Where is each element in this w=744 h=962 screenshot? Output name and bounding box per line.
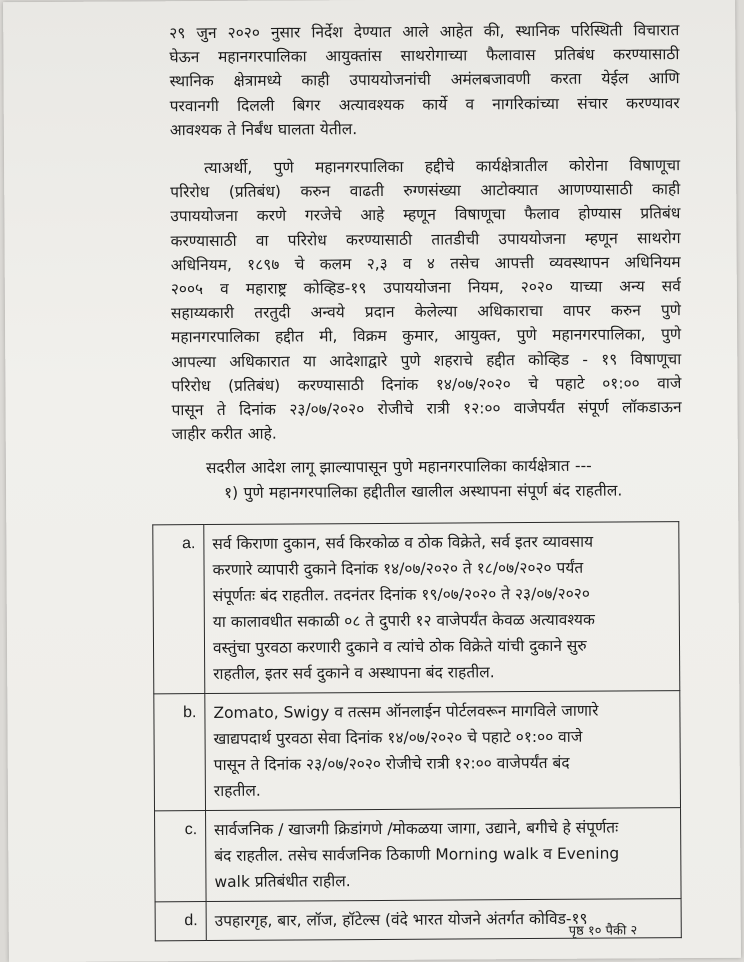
- row-text: [205, 691, 681, 811]
- text-line: पासून ते दिनांक २३/०७/२०२० रोजीचे रात्री १२:०० वाजेपर्यंत बंद: [213, 753, 570, 774]
- table-row: [155, 808, 682, 902]
- text-line: पासून ते दिनांक २३/०७/२०२० रोजीचे रात्री १२:०० वाजेपर्यंत संपूर्ण लॉकडाऊन: [171, 398, 682, 420]
- text-line: करणारे व्यापारी दुकाने दिनांक १४/०७/२०२० ते १८/०७/२०२० पर्यंत: [212, 558, 584, 579]
- text-line: परवानगी दिलली बिगर अत्यावश्यक कार्ये व नागरिकांच्या संचार करण्यावर: [169, 93, 680, 115]
- text-line: संपूर्णतः बंद राहतील. तदनंतर दिनांक १९/०७/२०२० ते २३/०७/२०२०: [212, 584, 590, 605]
- text-line: या कालावधीत सकाळी ०८ ते दुपारी १२ वाजेपर्यंत केवळ अत्यावश्यक: [212, 610, 595, 631]
- page-number: पृष्ठ १० पैकी २: [568, 923, 638, 939]
- text-line: आपल्या अधिकारात या आदेशाद्वारे पुणे शहराचे हद्दीत कोव्हिड - १९ विषाणूचा: [171, 349, 682, 371]
- text-line: करण्यासाठी वा परिरोध करण्यासाठी तातडीची उपाययोजना म्हणून साथरोग: [170, 228, 681, 250]
- text-line: स्थानिक क्षेत्रामध्ये काही उपाययोजनांची अमंलबजावणी करता येईल आणि: [169, 69, 680, 91]
- row-label: c.: [155, 811, 207, 902]
- text-line: उपहारगृह, बार, लॉज, हॉटेल्स (वंदे भारत योजने अंतर्गत कोविड-१९: [214, 909, 588, 930]
- text-line: राहतील, इतर सर्व दुकाने व अस्थापना बंद राहतील.: [213, 663, 495, 683]
- paragraph-directive: [169, 18, 680, 142]
- table-row: [153, 522, 680, 694]
- row-label: a.: [153, 525, 205, 694]
- text-line: परिरोध (प्रतिबंध) करुन वाढती रुग्णसंख्या आटोक्यात आणण्यासाठी काही: [170, 180, 681, 202]
- text-line: सदरील आदेश लागू झाल्यापासून पुणे महानगरपालिका कार्यक्षेत्रात ---: [205, 456, 592, 478]
- paragraph-lockdown-order: [170, 153, 682, 447]
- paragraph-closure-heading: [224, 478, 684, 505]
- text-line: खाद्यपदार्थ पुरवठा सेवा दिनांक १४/०७/२०२० चे पहाटे ०१:०० वाजे: [213, 727, 583, 748]
- text-line: walk प्रतिबंधीत राहील.: [214, 872, 351, 891]
- text-line: त्याअर्थी, पुणे महानगरपालिका हद्दीचे कार्यक्षेत्रातील कोरोना विषाणूचा: [204, 156, 681, 178]
- row-text: [204, 522, 680, 694]
- paragraph-effective-scope: [206, 453, 686, 480]
- table-row: [154, 691, 681, 811]
- text-line: सर्व किराणा दुकान, सर्व किरकोळ व ठोक विक्रेते, सर्व इतर व्यावसाय: [212, 532, 594, 553]
- text-line: सार्वजनिक / खाजगी क्रिडांगणे /मोकळया जागा, उद्याने, बगीचे हे संपूर्णतः: [214, 818, 619, 839]
- text-line: सहाय्यकारी तरतुदी अन्वये प्रदान केलेल्या अधिकाराचा वापर करुन पुणे: [170, 301, 682, 323]
- text-line: बंद राहतील. तसेच सार्वजनिक ठिकाणी Morning walk व Evening: [214, 844, 620, 865]
- text-line: राहतील.: [213, 781, 261, 800]
- text-line: Zomato, Swigy व तत्सम ऑनलाईन पोर्टलवरून मागविले जाणारे: [213, 701, 599, 722]
- text-line: वस्तुंचा पुरवठा करणारी दुकाने व त्यांचे ठोक विक्रेते यांची दुकाने सुरु: [212, 636, 587, 657]
- text-line: आवश्यक ते निर्बंध घालता येतील.: [169, 119, 358, 140]
- text-line: घेऊन महानगरपालिका आयुक्तांस साथरोगाच्या फैलावास प्रतिबंध करण्यासाठी: [169, 45, 680, 67]
- text-line: महानगरपालिका हद्दीत मी, विक्रम कुमार, आयुक्त, पुणे महानगरपालिका, पुणे: [171, 325, 682, 347]
- text-line: १) पुणे महानगरपालिका हद्दीतील खालील अस्थापना संपूर्ण बंद राहतील.: [224, 481, 623, 502]
- text-line: जाहीर करीत आहे.: [171, 424, 277, 444]
- row-label: b.: [154, 694, 206, 811]
- text-line: अधिनियम, १८९७ चे कलम २,३ व ४ तसेच आपत्ती व्यवस्थापन अधिनियम: [170, 252, 681, 275]
- text-line: परिरोध (प्रतिबंध) करण्यासाठी दिनांक १४/०७/२०२० चे पहाटे ०१:०० वाजे: [171, 373, 682, 396]
- text-line: उपाययोजना करणे गरजेचे आहे म्हणून विषाणूचा फैलाव होण्यास प्रतिबंध: [170, 204, 681, 226]
- row-label: d.: [155, 902, 206, 941]
- document-page: [3, 0, 741, 962]
- text-line: २००५ व महाराष्ट्र कोव्हिड-१९ उपाययोजना नियम, २०२० याच्या अन्य सर्व: [170, 277, 681, 299]
- text-line: २९ जुन २०२० नुसार निर्देश देण्यात आले आहेत की, स्थानिक परिस्थिती विचारात: [169, 21, 680, 43]
- row-text: [206, 808, 682, 902]
- rules-table: [152, 521, 682, 941]
